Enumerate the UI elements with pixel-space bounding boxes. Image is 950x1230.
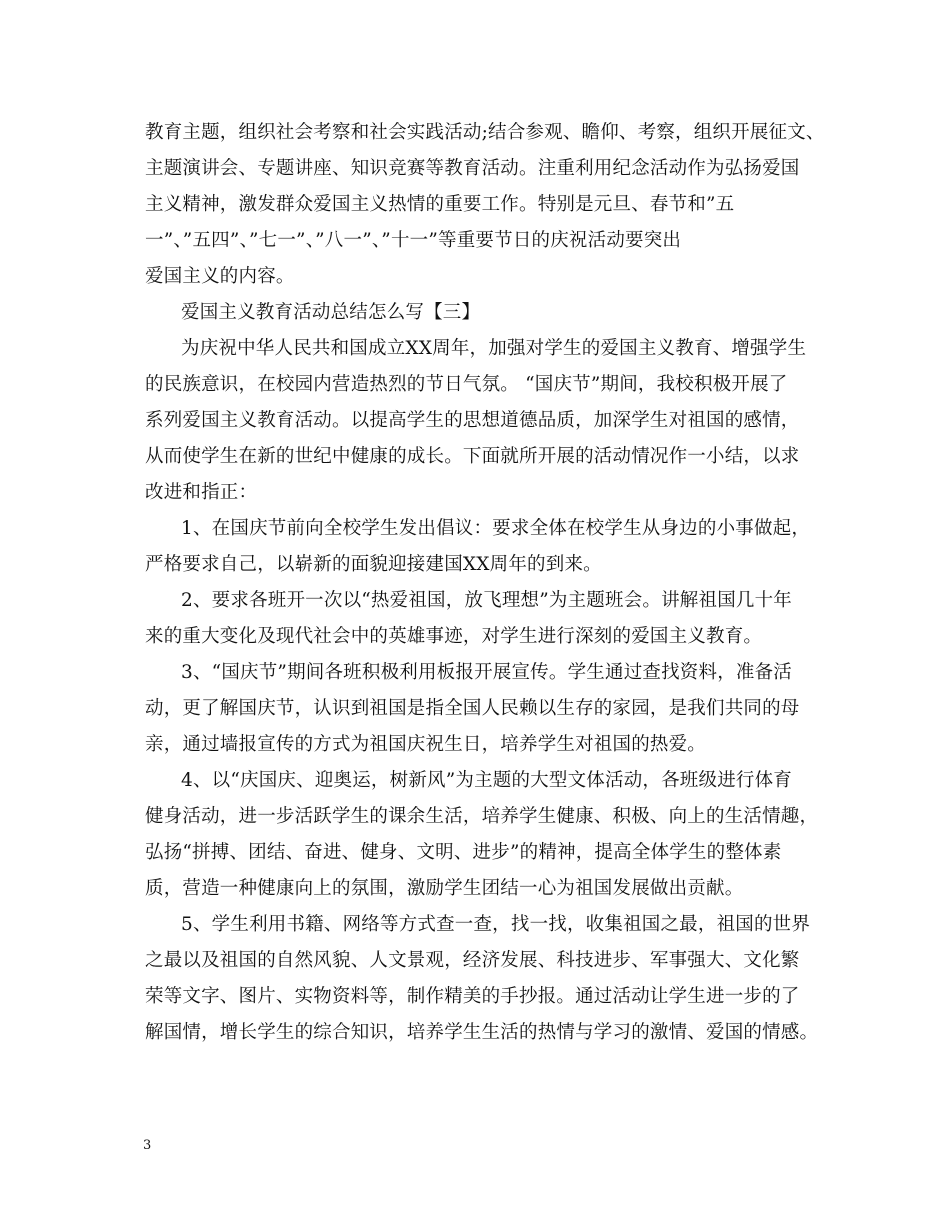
text-line: 之最以及祖国的自然风貌、人文景观，经济发展、科技进步、军事强大、文化繁 (145, 950, 800, 971)
text-line: 1、在国庆节前向全校学生发出倡议：要求全体在校学生从身边的小事做起， (181, 518, 811, 539)
text-line: 主义精神，激发群众爱国主义热情的重要工作。特别是元旦、春节和”五 (145, 194, 735, 215)
text-line: 爱国主义的内容。 (145, 266, 295, 287)
text-line: 亲，通过墙报宣传的方式为祖国庆祝生日，培养学生对祖国的热爱。 (145, 734, 707, 755)
text-line: 4、以“庆国庆、迎奥运，树新风”为主题的大型文体活动，各班级进行体育 (181, 770, 792, 791)
text-line: 2、要求各班开一次以“热爱祖国，放飞理想”为主题班会。讲解祖国几十年 (181, 590, 792, 611)
text-line: 质，营造一种健康向上的氛围，激励学生团结一心为祖国发展做出贡献。 (145, 878, 744, 899)
text-line: 动，更了解国庆节，认识到祖国是指全国人民赖以生存的家园，是我们共同的母 (145, 698, 800, 719)
text-line: 5、学生利用书籍、网络等方式查一查，找一找，收集祖国之最，祖国的世界 (181, 914, 811, 935)
text-line: 从而使学生在新的世纪中健康的成长。下面就所开展的活动情况作一小结，以求 (145, 446, 800, 467)
text-line: 一”、”五四”、”七一”、”八一”、”十一”等重要节日的庆祝活动要突出 (145, 230, 682, 251)
page-number: 3 (143, 1138, 152, 1153)
text-line: 3、“国庆节”期间各班积极利用板报开展宣传。学生通过查找资料，准备活 (181, 662, 792, 683)
text-line: 严格要求自己，以崭新的面貌迎接建国XX周年的到来。 (145, 554, 602, 575)
section-heading: 爱国主义教育活动总结怎么写【三】 (181, 302, 481, 323)
text-line: 主题演讲会、专题讲座、知识竞赛等教育活动。注重利用纪念活动作为弘扬爱国 (145, 158, 800, 179)
text-line: 荣等文字、图片、实物资料等，制作精美的手抄报。通过活动让学生进一步的了 (145, 986, 800, 1007)
text-line: 弘扬“拼搏、团结、奋进、健身、文明、进步”的精神，提高全体学生的整体素 (145, 842, 782, 863)
text-line: 系列爱国主义教育活动。以提高学生的思想道德品质，加深学生对祖国的感情， (145, 410, 800, 431)
text-line: 解国情，增长学生的综合知识，培养学生生活的热情与学习的激情、爱国的情感。 (145, 1022, 819, 1043)
text-line: 为庆祝中华人民共和国成立XX周年，加强对学生的爱国主义教育、增强学生 (181, 338, 807, 359)
text-line: 改进和指正： (145, 482, 258, 503)
text-line: 健身活动，进一步活跃学生的课余生活，培养学生健康、积极、向上的生活情趣， (145, 806, 819, 827)
text-line: 的民族意识，在校园内营造热烈的节日气氛。 “国庆节”期间，我校积极开展了 (145, 374, 788, 395)
text-line: 来的重大变化及现代社会中的英雄事迹，对学生进行深刻的爱国主义教育。 (145, 626, 763, 647)
text-line: 教育主题，组织社会考察和社会实践活动;结合参观、瞻仰、考察，组织开展征文、 (145, 122, 825, 143)
